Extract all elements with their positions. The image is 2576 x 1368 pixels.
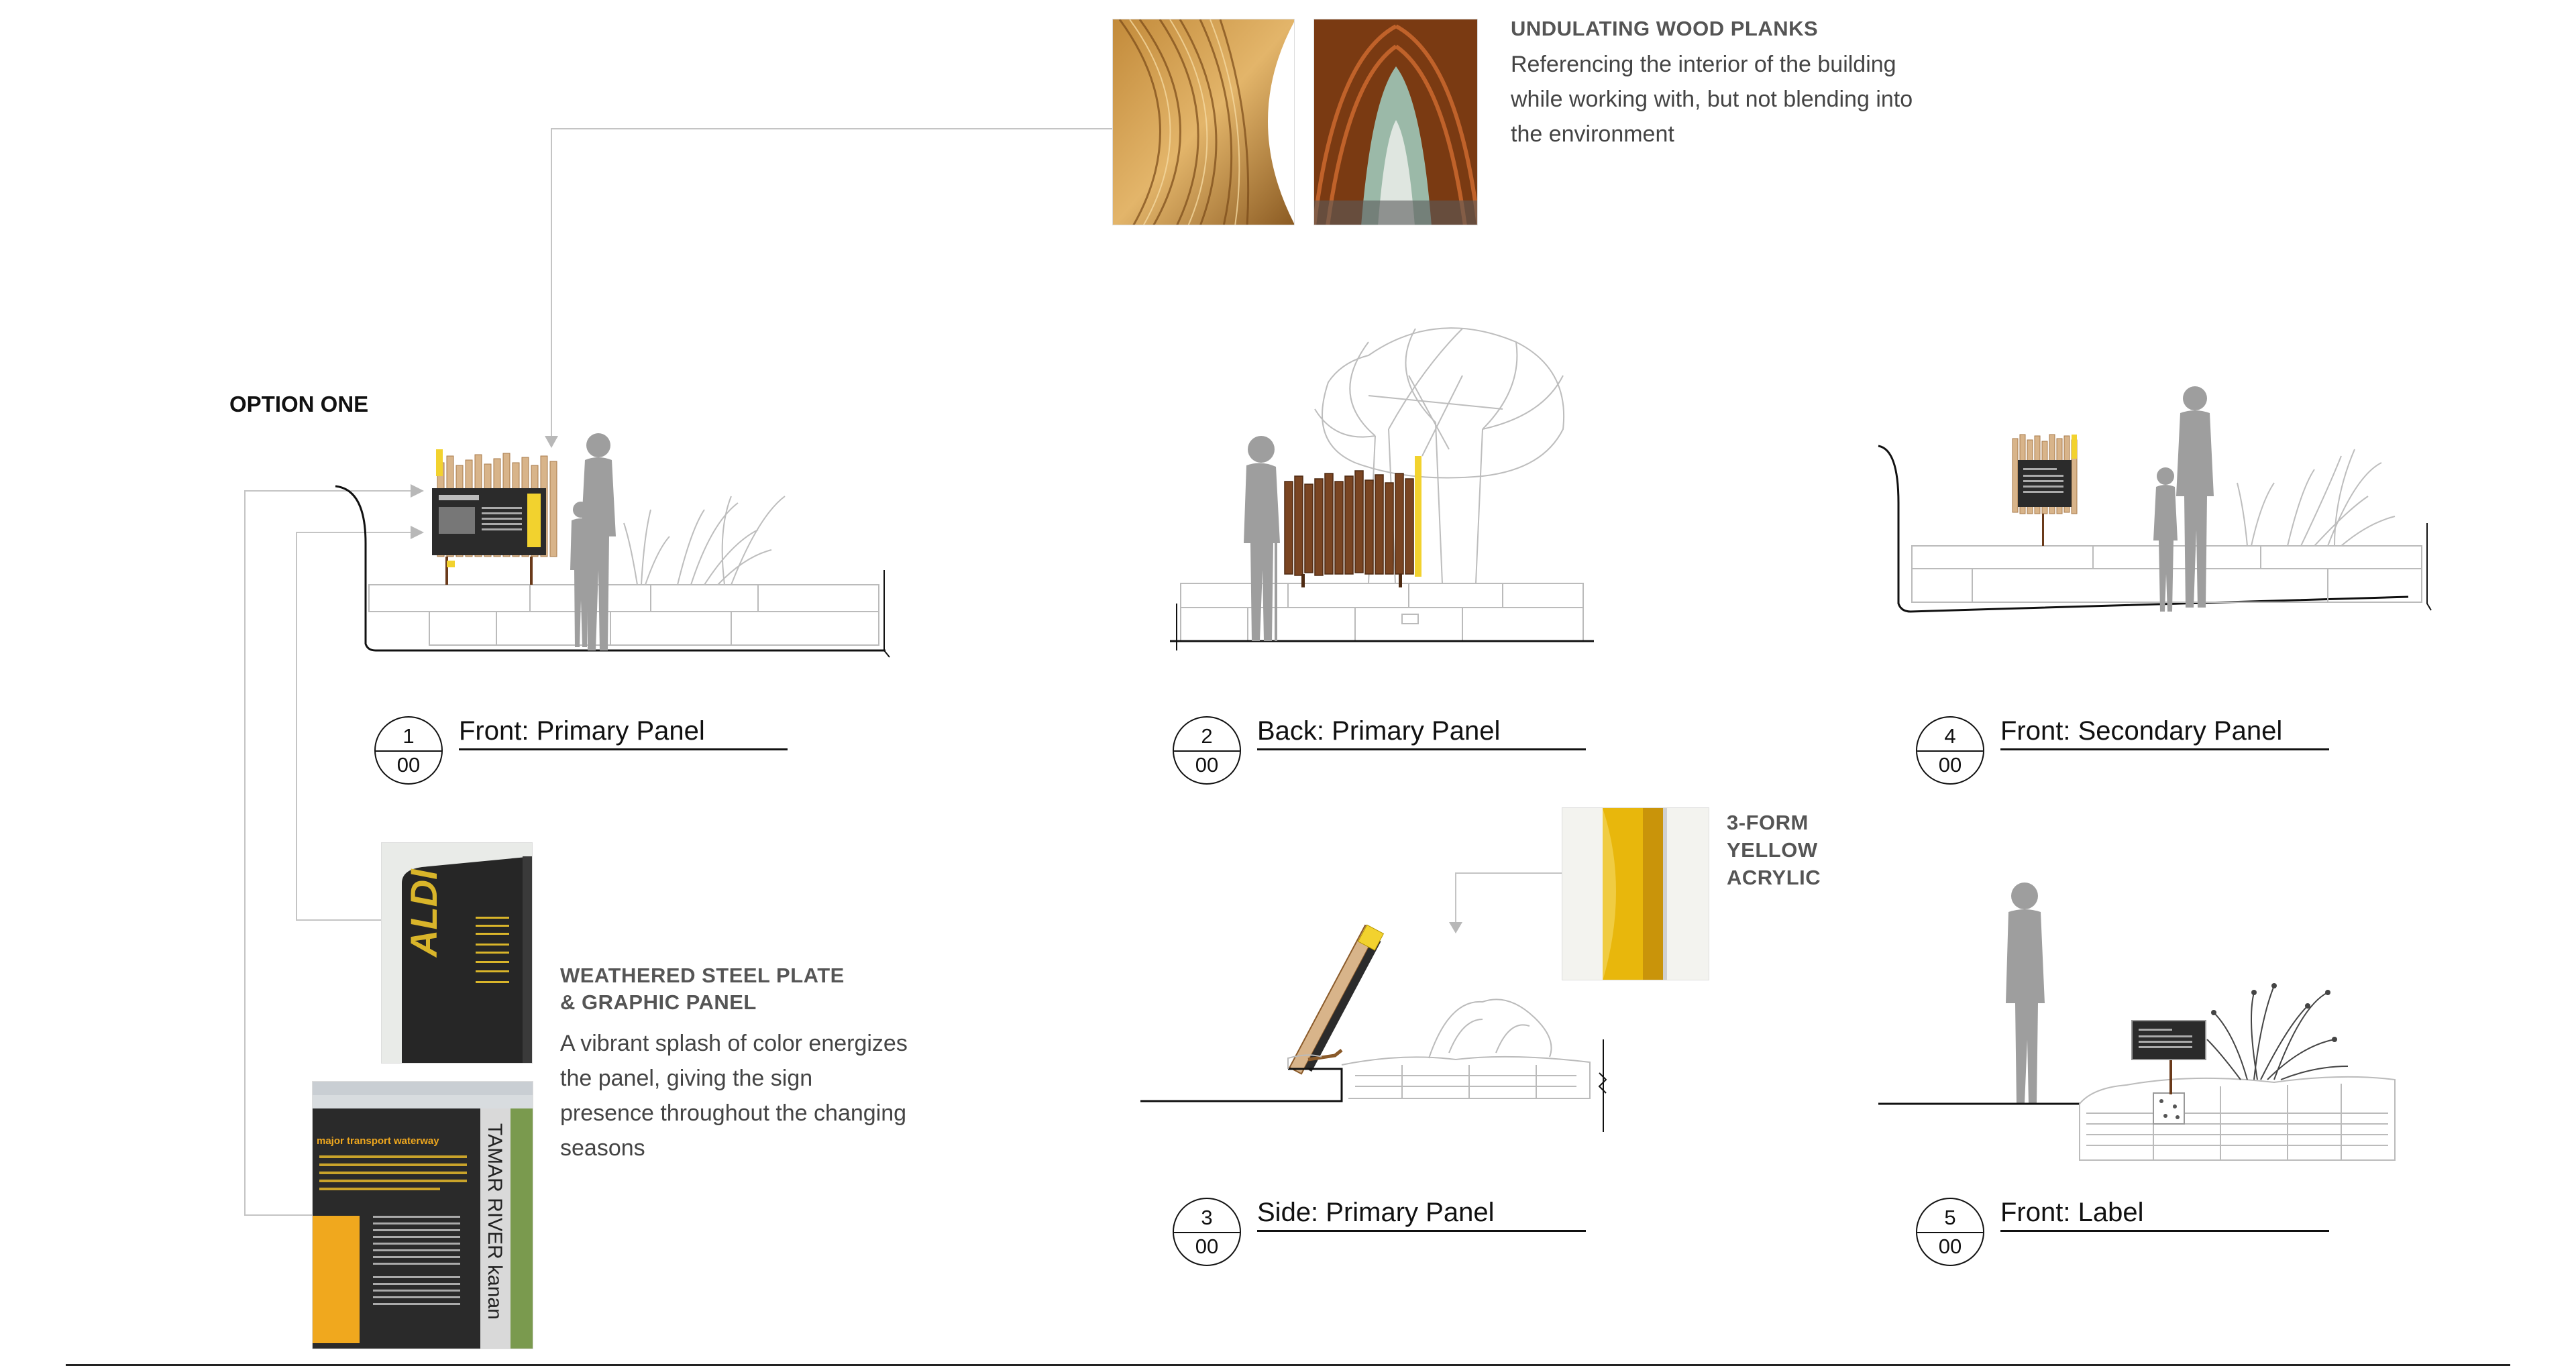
drawing-tag-4-title: Front: Secondary Panel [2000,716,2329,750]
drawing-tag-2-circle [1173,716,1241,785]
drawing-back-primary-panel [1167,315,1597,650]
drawing-tag-4-circle [1916,716,1984,785]
drawing-tag-1-number: 1 [402,724,415,748]
acrylic-callout-line3: ACRYLIC [1727,866,1821,889]
drawing-tag-2-title: Back: Primary Panel [1257,716,1586,750]
wood-callout-text: Referencing the interior of the building while working with, but not blending into the environment [1511,52,1913,147]
drawing-tag-3 [1173,1198,1586,1266]
steel-callout-heading-line2: & GRAPHIC PANEL [560,990,757,1014]
drawing-tag-4-sheet: 00 [1938,753,1962,777]
bottom-rule [66,1364,2510,1366]
steel-callout-text: A vibrant splash of color energizes the panel, giving the sign presence throughout the changing seasons [560,1031,908,1161]
acrylic-callout-line2: YELLOW [1727,838,1818,862]
steel-sign-photo-aldi-text: ALDI [402,869,445,957]
option-title: OPTION ONE [229,392,369,416]
drawing-tag-2-number: 2 [1201,724,1213,748]
drawing-front-label [1872,872,2422,1167]
drawing-tag-4-number: 4 [1944,724,1956,748]
drawing-tag-3-circle [1173,1198,1241,1266]
drawing-front-primary-panel [329,409,906,664]
drawing-tag-5-sheet: 00 [1938,1235,1962,1258]
steel-sign-photo-tamar-header: major transport waterway [317,1135,439,1147]
drawing-tag-2 [1173,716,1586,785]
drawing-tag-1-sheet: 00 [396,753,421,777]
drawing-tag-1 [374,716,788,785]
steel-sign-photo-tamar-vertical: TAMAR RIVER kanan [484,1123,506,1320]
drawing-tag-3-title: Side: Primary Panel [1257,1198,1586,1232]
steel-callout-heading-line1: WEATHERED STEEL PLATE [560,964,845,987]
drawing-tag-1-circle [374,716,443,785]
drawing-tag-5-number: 5 [1944,1206,1956,1229]
drawing-tag-4 [1916,716,2329,785]
drawing-side-primary-panel [1134,919,1617,1133]
steel-sign-photo-tamar [312,1081,533,1349]
drawing-tag-5-title: Front: Label [2000,1198,2329,1232]
drawing-tag-1-title: Front: Primary Panel [459,716,788,750]
steel-sign-photo-aldi [381,842,533,1064]
drawing-tag-5-circle [1916,1198,1984,1266]
wood-callout-heading: UNDULATING WOOD PLANKS [1511,17,1819,40]
acrylic-callout-line1: 3-FORM [1727,811,1809,834]
drawing-front-secondary-panel [1872,382,2449,624]
drawing-tag-3-number: 3 [1201,1206,1213,1229]
drawing-tag-5 [1916,1198,2329,1266]
drawing-tag-3-sheet: 00 [1195,1235,1219,1258]
drawing-tag-2-sheet: 00 [1195,753,1219,777]
